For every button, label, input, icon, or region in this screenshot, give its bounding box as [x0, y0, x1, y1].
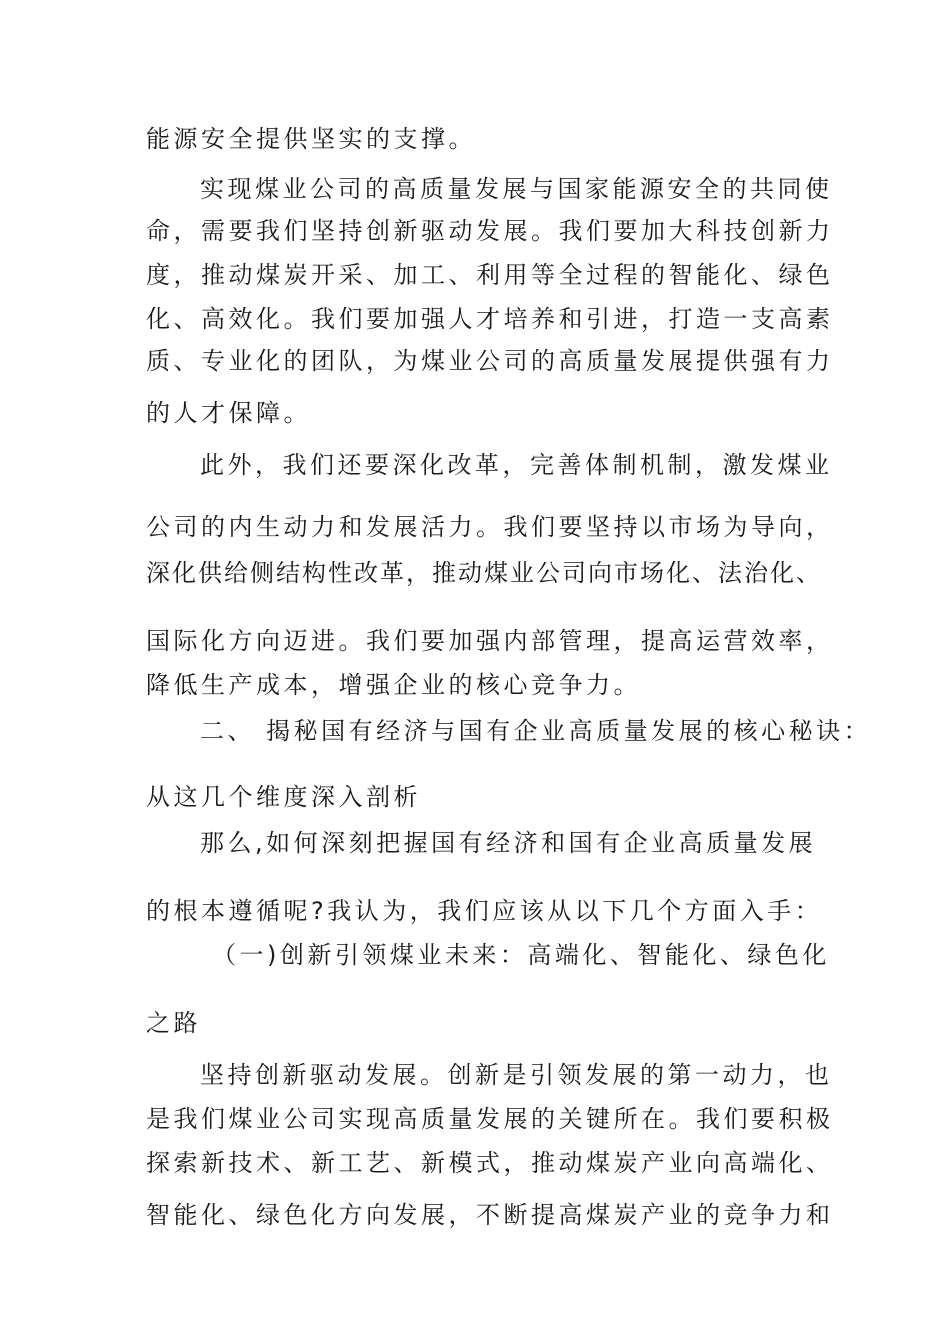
text-line: 探索新技术、新工艺、新模式，推动煤炭产业向高端化、: [146, 1149, 834, 1177]
section-heading-continuation: 从这几个维度深入剖析: [146, 783, 421, 811]
section-heading: 二、 揭秘国有经济与国有企业高质量发展的核心秘诀：: [200, 717, 872, 745]
text-line: 能源安全提供坚实的支撑。: [146, 125, 476, 153]
paragraph-start-line: 坚持创新驱动发展。创新是引领发展的第一动力，也: [200, 1061, 833, 1089]
paragraph-start-line: 此外，我们还要深化改革，完善体制机制，激发煤业: [200, 451, 833, 479]
text-line: 深化供给侧结构性改革，推动煤业公司向市场化、法治化、: [146, 559, 822, 587]
text-line: 的人才保障。: [146, 399, 311, 427]
text-line: 度，推动煤炭开采、加工、利用等全过程的智能化、绿色: [146, 261, 834, 289]
text-line: 国际化方向迈进。我们要加强内部管理，提高运营效率，: [146, 627, 834, 655]
text-line: 是我们煤业公司实现高质量发展的关键所在。我们要积极: [146, 1105, 834, 1133]
text-line: 质、专业化的团队，为煤业公司的高质量发展提供强有力: [146, 347, 834, 375]
text-line: 的根本遵循呢?我认为，我们应该从以下几个方面入手：: [146, 897, 823, 925]
text-line: 智能化、绿色化方向发展，不断提高煤炭产业的竞争力和: [146, 1201, 834, 1229]
paragraph-start-line: 实现煤业公司的高质量发展与国家能源安全的共同使: [200, 175, 833, 203]
text-line: 化、高效化。我们要加强人才培养和引进，打造一支高素: [146, 305, 834, 333]
text-line: 降低生产成本，增强企业的核心竞争力。: [146, 671, 641, 699]
subsection-heading: （一)创新引领煤业未来：高端化、智能化、绿色化: [212, 941, 830, 969]
text-line: 命，需要我们坚持创新驱动发展。我们要加大科技创新力: [146, 217, 834, 245]
paragraph-start-line: 那么,如何深刻把握国有经济和国有企业高质量发展: [200, 829, 817, 857]
subsection-heading-continuation: 之路: [146, 1009, 201, 1037]
text-line: 公司的内生动力和发展活力。我们要坚持以市场为导向，: [146, 513, 834, 541]
